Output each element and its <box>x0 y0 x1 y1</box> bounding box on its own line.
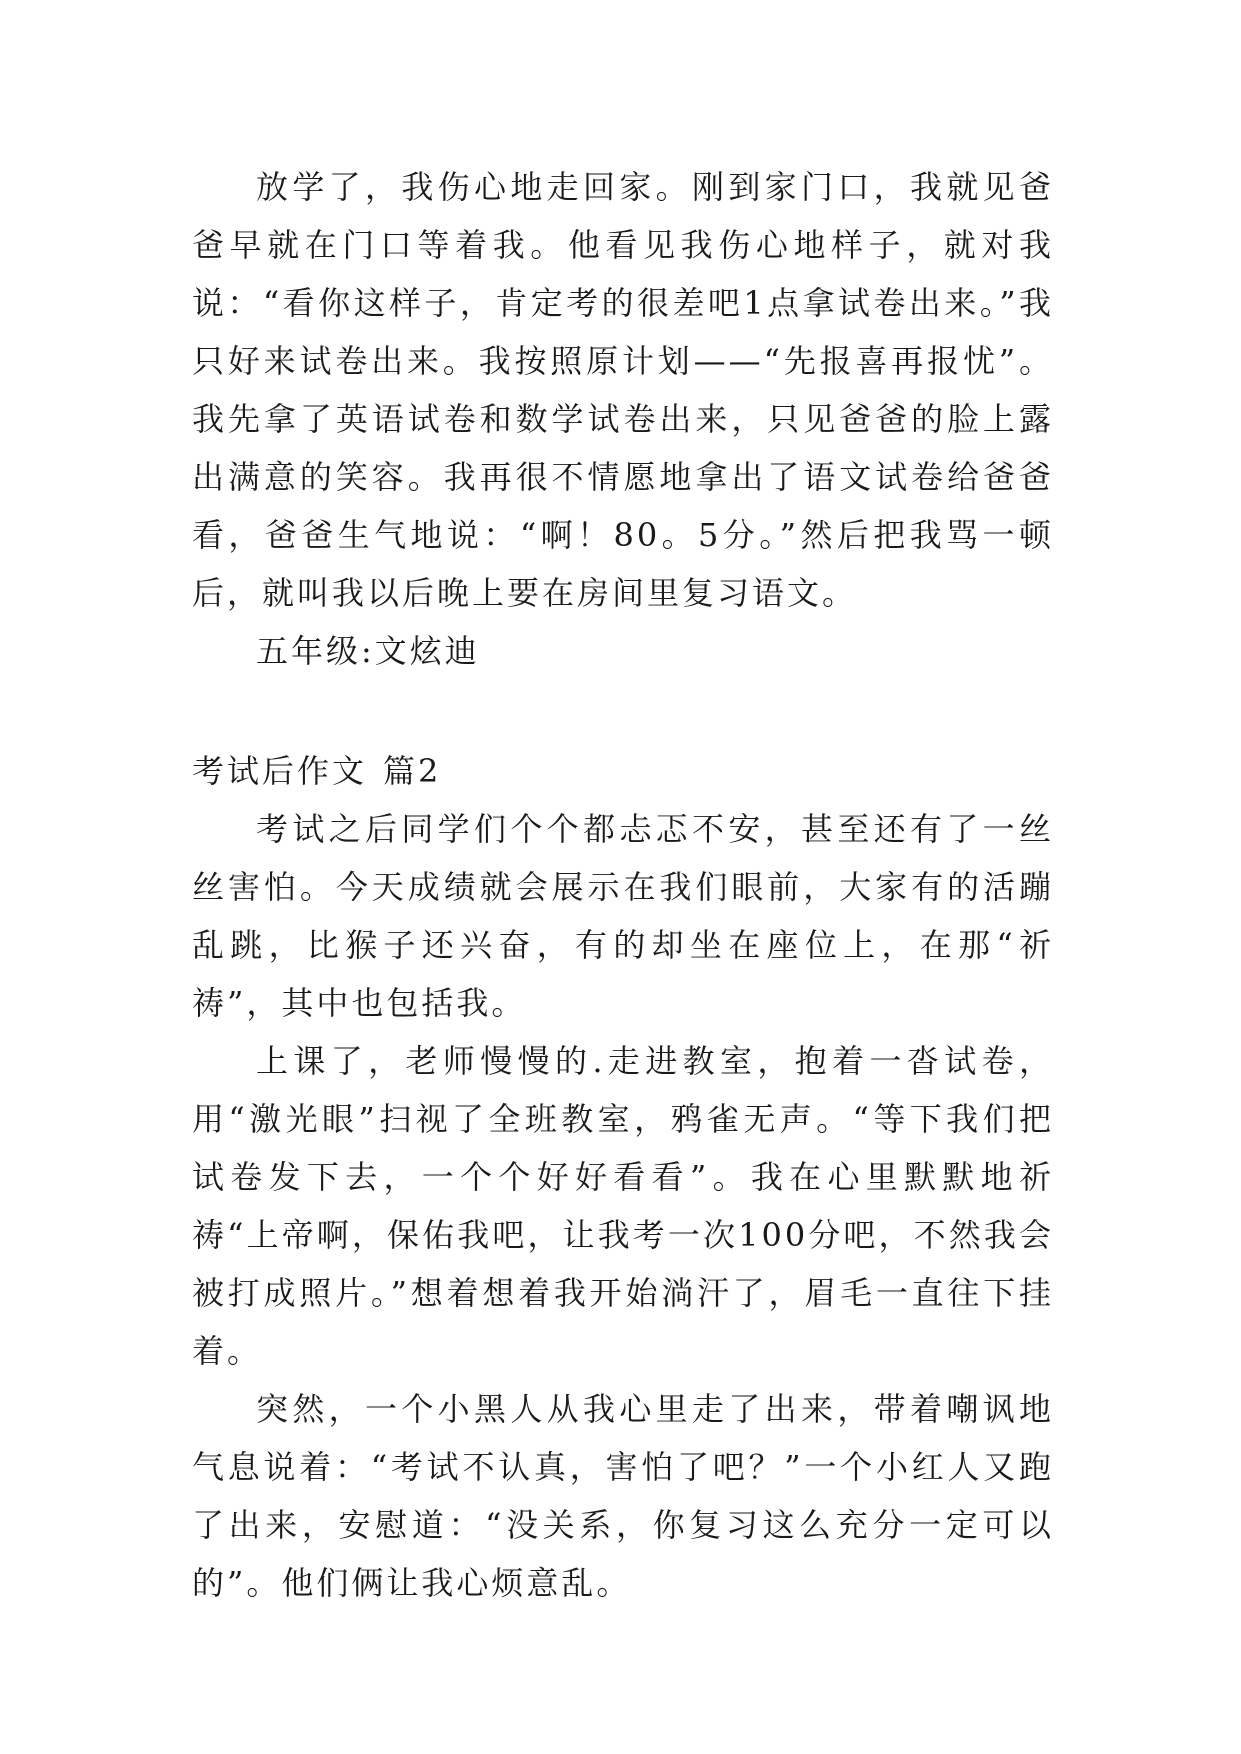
title-text: 考试后作文 <box>192 752 368 790</box>
paragraph: 放学了，我伤心地走回家。刚到家门口，我就见爸爸早就在门口等着我。他看见我伤心地样子，就对我说：“看你这样子，肯定考的很差吧1点拿试卷出来。”我只好来试卷出来。我按照原计划——“先报喜再报忧”。我先拿了英语试卷和数学试卷出来，只见爸爸的脸上露出满意的笑容。我再很不情愿地拿出了语文试卷给爸爸看，爸爸生气地说：“啊！80。5分。”然后把我骂一顿后，就叫我以后晚上要在房间里复习语文。 <box>192 168 1054 612</box>
title-number: 篇2 <box>383 752 442 790</box>
paragraph: 上课了，老师慢慢的.走进教室，抱着一沓试卷，用“激光眼”扫视了全班教室，鸦雀无声。“等下我们把试卷发下去，一个个好好看看”。我在心里默默地祈祷“上帝啊，保佑我吧，让我考一次100分吧，不然我会被打成照片。”想着想着我开始淌汗了，眉毛一直往下挂着。 <box>192 1042 1054 1370</box>
paragraph: 突然，一个小黑人从我心里走了出来，带着嘲讽地气息说着：“考试不认真，害怕了吧？”一个小红人又跑了出来，安慰道：“没关系，你复习这么充分一定可以的”。他们俩让我心烦意乱。 <box>192 1390 1054 1602</box>
section-title <box>192 742 1054 800</box>
document-body <box>192 158 1054 1612</box>
author-signature: 五年级:文炫迪 <box>256 632 480 670</box>
paragraph: 考试之后同学们个个都忐忑不安，甚至还有了一丝丝害怕。今天成绩就会展示在我们眼前，大家有的活蹦乱跳，比猴子还兴奋，有的却坐在座位上，在那“祈祷”，其中也包括我。 <box>192 810 1054 1022</box>
